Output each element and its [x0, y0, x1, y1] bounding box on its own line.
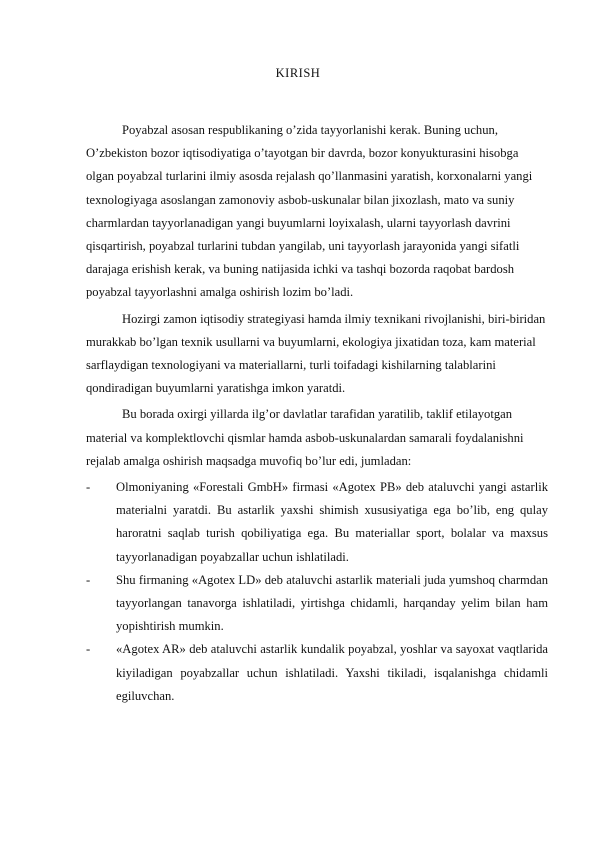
list-dash: -: [86, 480, 91, 495]
list-dash: -: [86, 642, 91, 657]
list-item-text: «Agotex AR» deb ataluvchi astarlik kundalik poyabzal, yoshlar va sayoxat vaqtlarida kiyiladigan poyabzallar uchun ishlatiladi. Yaxshi tikiladi, isqalanishga chidamli egiluvchan.: [116, 642, 548, 703]
list-item: [86, 638, 548, 708]
paragraph: Hozirgi zamon iqtisodiy strategiyasi hamda ilmiy texnikani rivojlanishi, biri-biridan murakkab bo’lgan texnik usullarni va buyumlarni, ekologiya jixatidan toza, kam material sarflaydigan texnologiyani va materiallarni, turli toifadagi kishilarning talablarini qondiradigan buyumlarni yaratishga imkon yaratdi.: [86, 311, 546, 396]
paragraph: Bu borada oxirgi yillarda ilg’or davlatlar tarafidan yaratilib, taklif etilayotgan material va komplektlovchi qismlar hamda asbob-uskunalardan samarali foydalanishni rejalab amalga oshirish maqsadga muvofiq bo’lur edi, jumladan:: [86, 407, 524, 468]
list-item-text: Shu firmaning «Agotex LD» deb ataluvchi astarlik materiali juda yumshoq charmdan tayyorlangan tanavorga ishlatiladi, yirtishga chidamli, harqanday yelim bilan ham yopishtirish mumkin.: [116, 572, 548, 634]
paragraph: Poyabzal asosan respublikaning o’zida tayyorlanishi kerak. Buning uchun, O’zbekiston bozor iqtisodiyatiga o’tayotgan bir davrda, bozor konyukturasini hisobga olgan poyabzal turlarini ilmiy asosda rejalash qo’llanmasini yaratish, korxonalarni yangi texnologiyaga asoslangan zamonoviy asbob-uskunalar bilan jixozlash, mato va suniy charmlardan tayyorlanadigan yangi buyumlarni loyixalash, ularni tayyorlash davrini qisqartirish, poyabzal turlarini tubdan yangilab, uni tayyorlash jarayonida yangi sifatli darajaga erishish kerak, va buning natijasida ichki va tashqi bozorda raqobat bardosh poyabzal tayyorlashni amalga oshirish lozim bo’ladi.: [86, 123, 533, 300]
page-title: KIRISH: [275, 66, 321, 80]
list-dash: -: [86, 572, 91, 587]
document-body: [86, 119, 548, 708]
list-item-text: Olmoniyaning «Forestali GmbH» firmasi «Agotex PB» deb ataluvchi yangi astarlik materialni yaratdi. Bu astarlik yaxshi shimish xususiyatiga ega bo’lib, eng qulay haroratni saqlab turish qobiliyatiga ega. Bu materiallar sport, bolalar va maxsus tayyorlanadigan poyabzallar uchun ishlatiladi.: [116, 480, 548, 564]
list-item: [86, 476, 548, 569]
list-item: [86, 569, 548, 639]
bullet-list: [86, 476, 548, 708]
